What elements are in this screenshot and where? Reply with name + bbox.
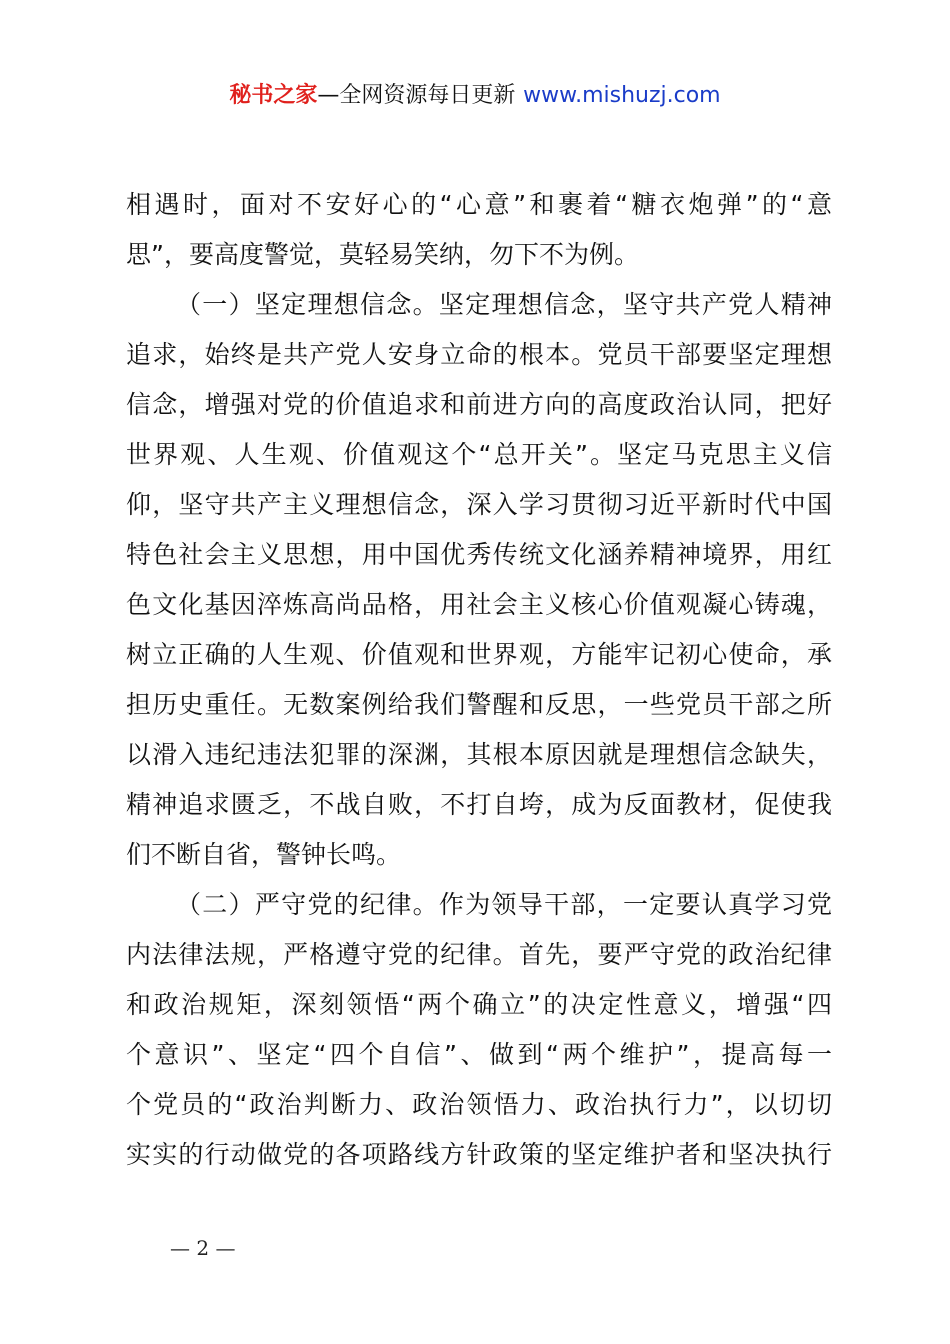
text-line: 思”，要高度警觉，莫轻易笑纳，勿下不为例。: [126, 240, 639, 269]
text-line: 世界观、人生观、价值观这个“总开关”。坚定马克思主义信: [126, 440, 832, 469]
text-line: 实实的行动做党的各项路线方针政策的坚定维护者和坚决执行: [126, 1140, 832, 1169]
text-line: 信念，增强对党的价值追求和前进方向的高度政治认同，把好: [126, 390, 832, 419]
text-line: 精神追求匮乏，不战自败，不打自垮，成为反面教材，促使我: [126, 790, 832, 819]
site-url-link[interactable]: www.mishuzj.com: [523, 83, 721, 108]
page-number: — 2 —: [170, 1236, 236, 1260]
text-line: 以滑入违纪违法犯罪的深渊，其根本原因就是理想信念缺失，: [126, 740, 832, 769]
text-line: 担历史重任。无数案例给我们警醒和反思，一些党员干部之所: [126, 690, 832, 719]
text-line: 追求，始终是共产党人安身立命的根本。党员干部要坚定理想: [126, 340, 832, 369]
text-line: （二）严守党的纪律。作为领导干部，一定要认真学习党: [176, 890, 832, 919]
text-line: 色文化基因淬炼高尚品格，用社会主义核心价值观凝心铸魂，: [126, 590, 832, 619]
text-line: 树立正确的人生观、价值观和世界观，方能牢记初心使命，承: [126, 640, 832, 669]
text-line: 特色社会主义思想，用中国优秀传统文化涵养精神境界，用红: [126, 540, 832, 569]
text-line: 们不断自省，警钟长鸣。: [126, 840, 402, 869]
text-line: 内法律法规，严格遵守党的纪律。首先，要严守党的政治纪律: [126, 940, 832, 969]
text-line: 个党员的“政治判断力、政治领悟力、政治执行力”，以切切: [126, 1090, 832, 1119]
text-line: 仰，坚守共产主义理想信念，深入学习贯彻习近平新时代中国: [126, 490, 832, 519]
text-line: （一）坚定理想信念。坚定理想信念，坚守共产党人精神: [176, 290, 832, 319]
text-line: 个意识”、坚定“四个自信”、做到“两个维护”，提高每一: [126, 1040, 832, 1069]
document-body: [126, 180, 832, 1180]
header-tagline: —全网资源每日更新: [317, 83, 516, 108]
site-header: [0, 80, 950, 112]
brand-name: 秘书之家: [229, 83, 318, 108]
text-line: 和政治规矩，深刻领悟“两个确立”的决定性意义，增强“四: [126, 990, 832, 1019]
text-line: 相遇时，面对不安好心的“心意”和裹着“糖衣炮弹”的“意: [126, 190, 832, 219]
